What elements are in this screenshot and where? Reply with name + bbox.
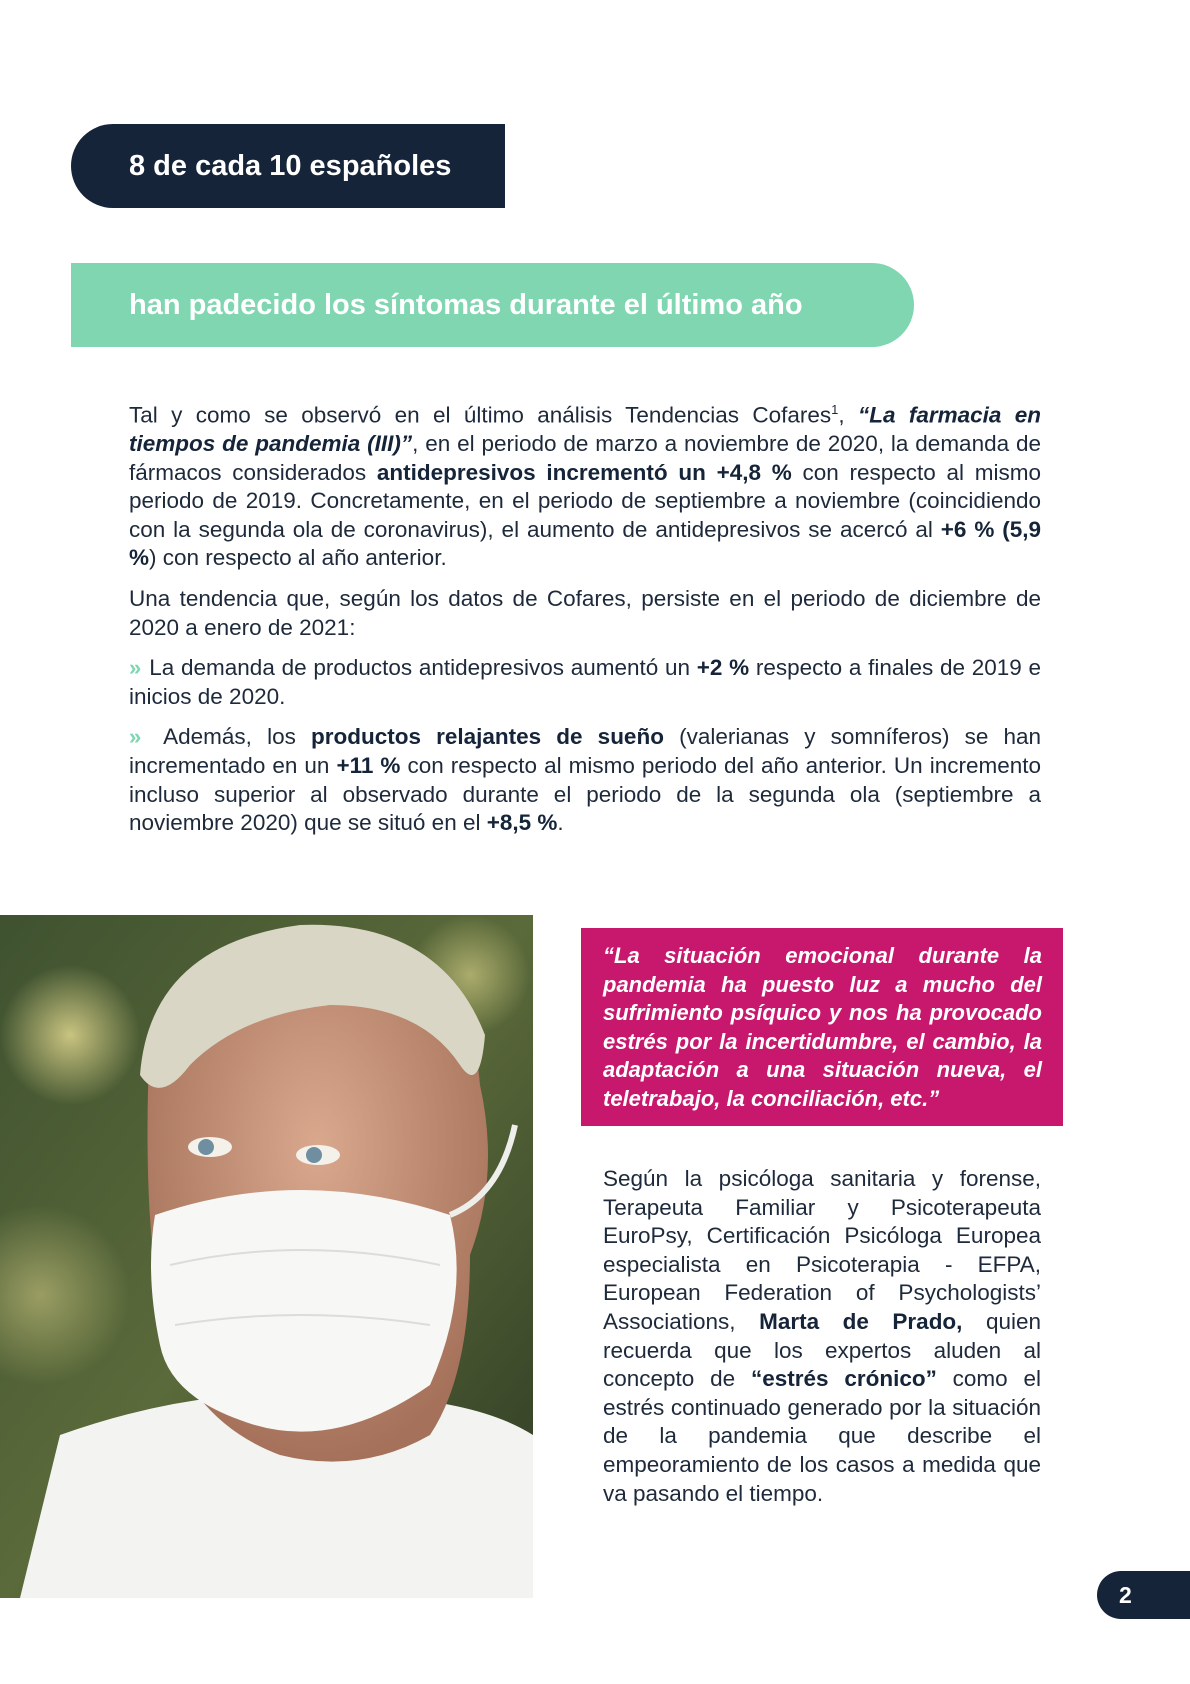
p1-text-d: con respecto al mismo periodo de 2019. Concretamente, en el periodo de septiembre a noviembre (coincidiendo con la segunda ola de coronavirus), el aumento de antidepresivos se acercó al — [129, 459, 1041, 542]
side-text-b: quien recuerda que los expertos aluden al concepto de — [603, 1308, 1042, 1392]
p1-text-c: , en el periodo de marzo a noviembre de 2020, la demanda de fármacos considerados — [129, 431, 1041, 485]
bullet-item-1 — [129, 654, 1041, 711]
pull-quote-text: “La situación emocional durante la pandemia ha puesto luz a mucho del sufrimiento psíquico y nos ha provocado estrés por la incertidumbre, el cambio, la adaptación a una situación nueva, el teletrabajo, la conciliación, etc.” — [603, 943, 1042, 1111]
main-body-text — [129, 396, 1041, 850]
bullet2-text-b: (valerianas y somníferos) se han incrementado en un — [129, 724, 1042, 779]
report-title: “La farmacia en tiempos de pandemia (III)” — [129, 402, 1042, 457]
paragraph-1 — [129, 396, 1041, 573]
bullet2-text-c: con respecto al mismo periodo del año anterior. Un incremento incluso superior al observado durante el periodo de la segunda ola (septiembre a noviembre 2020) que se situó en el — [129, 753, 1042, 836]
bullet1-text-a: La demanda de productos antidepresivos aumentó un — [149, 655, 697, 681]
bullet2-bold-2: +11 % — [336, 753, 401, 779]
page-number: 2 — [1119, 1581, 1132, 1608]
bullet2-bold-1: productos relajantes de sueño — [310, 724, 664, 750]
pull-quote-box — [581, 928, 1063, 1126]
p1-text-b: , — [838, 402, 858, 428]
section-title-dark — [71, 124, 505, 208]
photo-man-with-mask — [0, 915, 533, 1598]
page-number-badge — [1097, 1571, 1190, 1619]
bullet-chevron-icon: » — [129, 655, 142, 681]
p1-text-e: ) con respecto al año anterior. — [149, 545, 447, 571]
p1-text-a: Tal y como se observó en el último análisis Tendencias Cofares — [129, 402, 832, 428]
side-bold-name: Marta de Prado, — [759, 1308, 963, 1334]
bullet-item-2 — [129, 723, 1041, 837]
bullet2-text-a: Además, los — [163, 724, 311, 750]
section-title-green — [71, 263, 914, 347]
bullet1-bold: +2 % — [696, 655, 750, 681]
bullet-chevron-icon: » — [129, 724, 142, 750]
section-title-green-text: han padecido los síntomas durante el último año — [129, 288, 803, 321]
bullet2-bold-3: +8,5 % — [486, 810, 558, 836]
bullet2-text-d: . — [557, 810, 564, 836]
section-title-dark-text: 8 de cada 10 españoles — [129, 149, 452, 182]
p1-bold-1: antidepresivos incrementó un +4,8 % — [376, 459, 792, 485]
footnote-ref: 1 — [831, 402, 839, 417]
p1-bold-2: +6 % (5,9 % — [129, 516, 1041, 571]
side-bold-concept: “estrés crónico” — [750, 1366, 937, 1392]
bullet1-text-b: respecto a finales de 2019 e inicios de 2020. — [129, 655, 1042, 709]
side-text-c: como el estrés continuado generado por la situación de la pandemia que describe el empeoramiento de los casos a medida que va pasando el tiempo. — [603, 1366, 1041, 1506]
side-text-a: Según la psicóloga sanitaria y forense, Terapeuta Familiar y Psicoterapeuta EuroPsy, Certificación Psicóloga Europea especialista en Psicoterapia - EFPA, European Federation of Psychologists’ Associations, — [603, 1166, 1041, 1334]
side-body-text — [603, 1165, 1041, 1508]
paragraph-2: Una tendencia que, según los datos de Cofares, persiste en el periodo de diciembre de 2020 a enero de 2021: — [129, 586, 1041, 640]
